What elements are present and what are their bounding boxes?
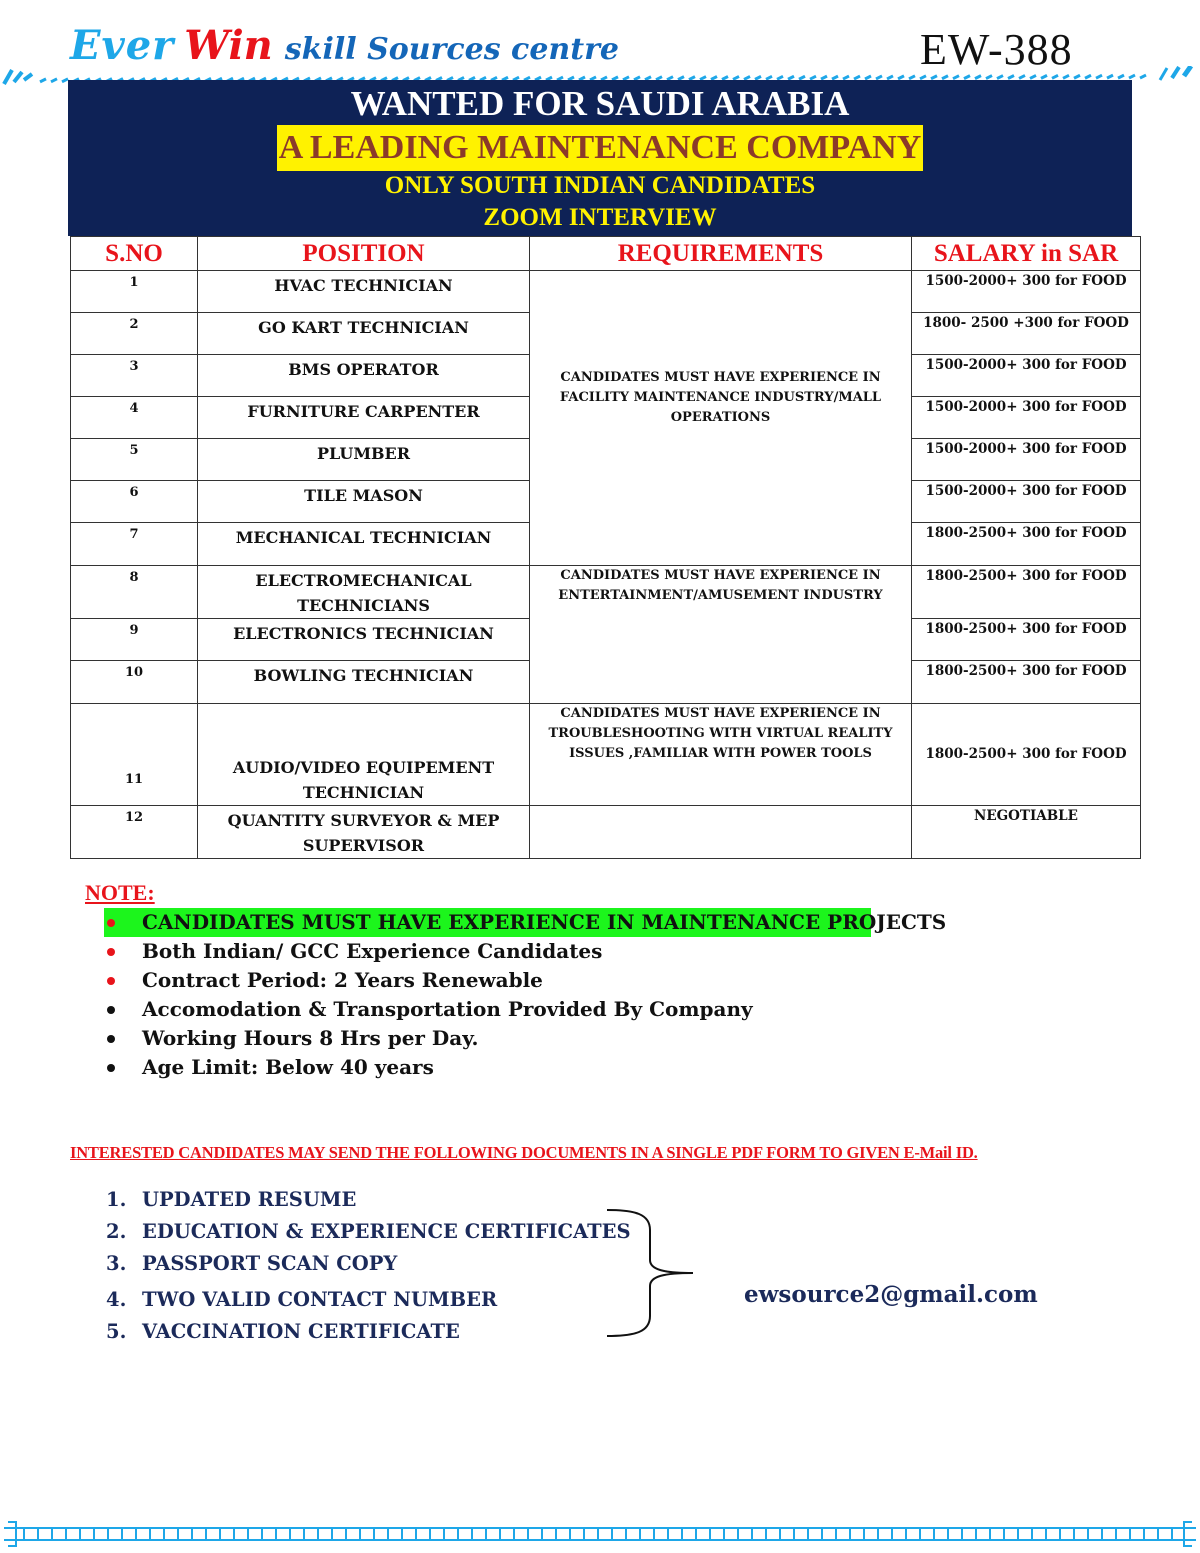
note-text: Working Hours 8 Hrs per Day.	[142, 1026, 479, 1050]
row-sno: 1	[71, 271, 198, 313]
document-label: VACCINATION CERTIFICATE	[142, 1320, 460, 1343]
row-salary: 1800-2500+ 300 for FOOD	[912, 566, 1141, 619]
row-salary: 1800- 2500 +300 for FOOD	[912, 313, 1141, 355]
application-instructions: INTERESTED CANDIDATES MAY SEND THE FOLLOWING DOCUMENTS IN A SINGLE PDF FORM TO GIVEN E-Mail ID.	[70, 1143, 978, 1162]
row-salary: NEGOTIABLE	[912, 806, 1141, 859]
row-position: FURNITURE CARPENTER	[198, 397, 530, 439]
row-sno: 4	[71, 397, 198, 439]
banner-title: WANTED FOR SAUDI ARABIA	[350, 84, 850, 123]
note-text: Both Indian/ GCC Experience Candidates	[142, 939, 603, 963]
row-position: ELECTROMECHANICAL TECHNICIANS	[198, 566, 530, 619]
table-row	[71, 704, 1141, 806]
document-label: TWO VALID CONTACT NUMBER	[142, 1288, 498, 1311]
logo-word-ever: Ever	[70, 22, 175, 69]
header-salary: SALARY in SAR	[912, 237, 1141, 271]
contact-email[interactable]: ewsource2@gmail.com	[744, 1281, 1038, 1308]
row-sno: 12	[71, 806, 198, 859]
document-number: 3.	[106, 1252, 127, 1275]
row-requirements: CANDIDATES MUST HAVE EXPERIENCE IN FACILITY MAINTENANCE INDUSTRY/MALL OPERATIONS	[530, 271, 912, 566]
header-requirements: REQUIREMENTS	[530, 237, 912, 271]
row-salary: 1500-2000+ 300 for FOOD	[912, 481, 1141, 523]
bullet-icon	[107, 1064, 115, 1072]
row-position: AUDIO/VIDEO EQUIPEMENT TECHNICIAN	[198, 704, 530, 806]
row-requirements: CANDIDATES MUST HAVE EXPERIENCE IN ENTERTAINMENT/AMUSEMENT INDUSTRY	[530, 566, 912, 704]
row-position: GO KART TECHNICIAN	[198, 313, 530, 355]
document-item	[106, 1316, 631, 1348]
row-sno: 5	[71, 439, 198, 481]
row-salary: 1500-2000+ 300 for FOOD	[912, 439, 1141, 481]
note-item	[104, 966, 871, 995]
bullet-icon	[107, 919, 115, 927]
row-salary: 1800-2500+ 300 for FOOD	[912, 704, 1141, 806]
row-salary: 1800-2500+ 300 for FOOD	[912, 661, 1141, 704]
row-position: PLUMBER	[198, 439, 530, 481]
note-item	[104, 1053, 871, 1082]
table-row	[71, 271, 1141, 313]
row-position: HVAC TECHNICIAN	[198, 271, 530, 313]
document-number: 2.	[106, 1220, 127, 1243]
title-banner	[68, 80, 1132, 236]
positions-table	[70, 236, 1141, 859]
row-salary: 1500-2000+ 300 for FOOD	[912, 355, 1141, 397]
note-item	[104, 908, 947, 937]
row-salary: 1500-2000+ 300 for FOOD	[912, 271, 1141, 313]
note-item	[104, 1024, 871, 1053]
document-item	[106, 1184, 631, 1216]
banner-company: A LEADING MAINTENANCE COMPANY	[277, 125, 924, 171]
footer-border-decoration	[0, 1518, 1200, 1548]
row-salary: 1800-2500+ 300 for FOOD	[912, 523, 1141, 566]
bullet-icon	[107, 1006, 115, 1014]
document-item	[106, 1216, 631, 1248]
note-item	[104, 937, 871, 966]
header-position: POSITION	[198, 237, 530, 271]
row-position: TILE MASON	[198, 481, 530, 523]
logo-word-rest: skill Sources centre	[284, 32, 619, 67]
row-sno: 6	[71, 481, 198, 523]
row-position: BMS OPERATOR	[198, 355, 530, 397]
bullet-icon	[107, 948, 115, 956]
job-code: EW-388	[920, 25, 1073, 74]
document-item	[106, 1284, 631, 1316]
right-brace-icon	[605, 1208, 700, 1338]
row-requirements: CANDIDATES MUST HAVE EXPERIENCE IN TROUBLESHOOTING WITH VIRTUAL REALITY ISSUES ,FAMILIAR WITH POWER TOOLS	[530, 704, 912, 806]
note-text: CANDIDATES MUST HAVE EXPERIENCE IN MAINTENANCE PROJECTS	[142, 910, 947, 934]
note-text: Age Limit: Below 40 years	[142, 1055, 434, 1079]
document-label: UPDATED RESUME	[142, 1188, 357, 1211]
note-text: Contract Period: 2 Years Renewable	[142, 968, 543, 992]
notes-list	[104, 908, 947, 1082]
table-row	[71, 806, 1141, 859]
row-sno: 10	[71, 661, 198, 704]
banner-candidates: ONLY SOUTH INDIAN CANDIDATES	[384, 172, 816, 199]
row-sno: 7	[71, 523, 198, 566]
row-requirements-empty	[530, 806, 912, 859]
bullet-icon	[107, 977, 115, 985]
note-title: NOTE:	[85, 880, 155, 905]
document-label: PASSPORT SCAN COPY	[142, 1252, 398, 1275]
logo-word-win: Win	[184, 22, 273, 69]
table-row	[71, 566, 1141, 619]
row-sno: 8	[71, 566, 198, 619]
document-number: 1.	[106, 1188, 127, 1211]
row-sno: 2	[71, 313, 198, 355]
note-text: Accomodation & Transportation Provided By Company	[142, 997, 753, 1021]
row-sno: 9	[71, 619, 198, 661]
documents-list	[106, 1184, 631, 1348]
row-position: BOWLING TECHNICIAN	[198, 661, 530, 704]
row-sno: 11	[71, 704, 198, 806]
note-item	[104, 995, 871, 1024]
row-position: MECHANICAL TECHNICIAN	[198, 523, 530, 566]
row-salary: 1800-2500+ 300 for FOOD	[912, 619, 1141, 661]
header-sno: S.NO	[71, 237, 198, 271]
document-number: 5.	[106, 1320, 127, 1343]
company-logo	[70, 22, 619, 72]
row-salary: 1500-2000+ 300 for FOOD	[912, 397, 1141, 439]
banner-interview: ZOOM INTERVIEW	[483, 204, 717, 231]
bullet-icon	[107, 1035, 115, 1043]
row-position: ELECTRONICS TECHNICIAN	[198, 619, 530, 661]
row-sno: 3	[71, 355, 198, 397]
document-label: EDUCATION & EXPERIENCE CERTIFICATES	[142, 1220, 631, 1243]
row-position: QUANTITY SURVEYOR & MEP SUPERVISOR	[198, 806, 530, 859]
table-header-row	[71, 237, 1141, 271]
document-item	[106, 1248, 631, 1280]
document-number: 4.	[106, 1288, 127, 1311]
